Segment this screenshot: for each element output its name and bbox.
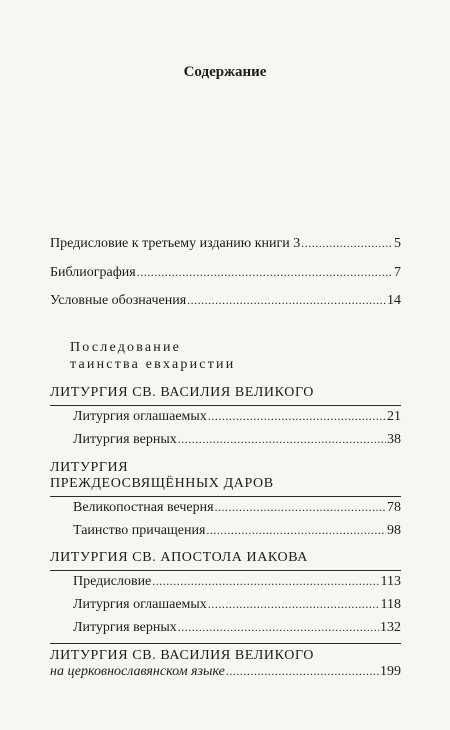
toc-entry-page: 199 xyxy=(380,664,401,679)
toc-entry-label: Литургия оглашаемых xyxy=(73,597,207,612)
toc-entry-page: 98 xyxy=(387,523,401,538)
leader-dots xyxy=(187,293,386,309)
leader-dots xyxy=(206,523,386,539)
leader-dots xyxy=(226,664,379,680)
toc-entry-label: Таинство причащения xyxy=(73,523,206,538)
toc-entry-lenten-vespers[interactable] xyxy=(73,500,401,516)
section-rule xyxy=(50,496,401,497)
section-heading-james: ЛИТУРГИЯ СВ. АПОСТОЛА ИАКОВА xyxy=(50,550,308,565)
leader-dots xyxy=(301,236,393,252)
toc-entry-label: Литургия верных xyxy=(73,620,177,635)
toc-entry-page: 21 xyxy=(387,409,401,424)
part-heading-line2: таинства евхаристии xyxy=(70,357,236,372)
toc-entry-page: 7 xyxy=(394,265,401,280)
part-heading-line1: Последование xyxy=(70,340,182,355)
toc-entry-label: Библиография xyxy=(50,265,136,280)
toc-entry-page: 132 xyxy=(380,620,401,635)
section-rule xyxy=(50,405,401,406)
toc-entry-page: 118 xyxy=(380,597,401,612)
leader-dots xyxy=(178,620,379,636)
leader-dots xyxy=(152,574,379,590)
toc-entry-label: Литургия оглашаемых xyxy=(73,409,207,424)
toc-entry-page: 14 xyxy=(387,293,401,308)
toc-entry-label: Условные обозначения xyxy=(50,293,187,308)
toc-entry-bibliography[interactable] xyxy=(50,265,401,281)
leader-dots xyxy=(208,409,386,425)
toc-entry-communion[interactable] xyxy=(73,523,401,539)
toc-entry-preface[interactable] xyxy=(50,236,401,252)
section-heading-presanctified-line1: ЛИТУРГИЯ xyxy=(50,460,129,475)
page-title: Содержание xyxy=(183,64,267,80)
toc-entry-label: на церковнославянском языке xyxy=(50,664,225,679)
toc-entry-faithful[interactable] xyxy=(73,432,401,448)
leader-dots xyxy=(178,432,386,448)
toc-entry-james-preface[interactable] xyxy=(73,574,401,590)
toc-entry-slavonic[interactable] xyxy=(50,664,401,680)
toc-entry-page: 113 xyxy=(380,574,401,589)
section-heading-basil: ЛИТУРГИЯ СВ. ВАСИЛИЯ ВЕЛИКОГО xyxy=(50,385,314,400)
leader-dots xyxy=(208,597,380,613)
toc-entry-page: 78 xyxy=(387,500,401,515)
section-rule xyxy=(50,570,401,571)
section-heading-presanctified-line2: ПРЕЖДЕОСВЯЩЁННЫХ ДАРОВ xyxy=(50,476,274,491)
toc-entry-label: Литургия верных xyxy=(73,432,177,447)
section-heading-basil-slavonic: ЛИТУРГИЯ СВ. ВАСИЛИЯ ВЕЛИКОГО xyxy=(50,648,314,663)
toc-entry-page: 5 xyxy=(394,236,401,251)
toc-entry-page: 38 xyxy=(387,432,401,447)
toc-entry-label: Предисловие xyxy=(73,574,152,589)
leader-dots xyxy=(215,500,386,516)
toc-entry-james-faithful[interactable] xyxy=(73,620,401,636)
toc-entry-catechumens[interactable] xyxy=(73,409,401,425)
leader-dots xyxy=(137,265,393,281)
toc-entry-label: Великопостная вечерня xyxy=(73,500,214,515)
toc-entry-symbols[interactable] xyxy=(50,293,401,309)
section-rule xyxy=(50,643,401,644)
toc-entry-james-catechumens[interactable] xyxy=(73,597,401,613)
toc-entry-label: Предисловие к третьему изданию книги 3 xyxy=(50,236,301,251)
